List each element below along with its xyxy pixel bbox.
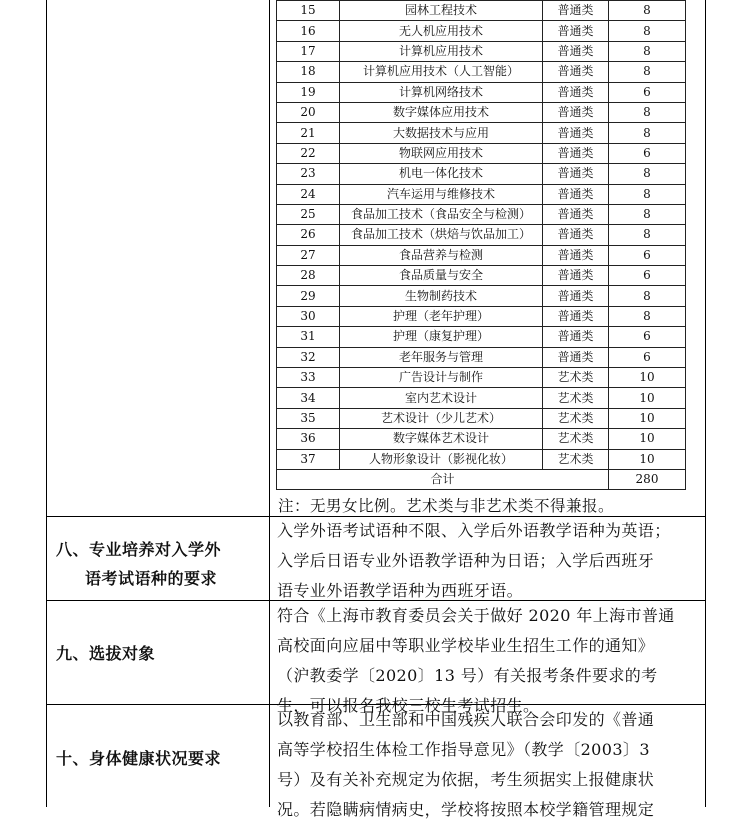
major-type: 普通类 (543, 184, 609, 204)
table-row (277, 41, 686, 61)
major-name: 计算机网络技术 (340, 82, 543, 102)
table-row (277, 123, 686, 143)
table-row (277, 143, 686, 163)
paragraph-line: 入学外语考试语种不限、入学后外语教学语种为英语； (277, 521, 671, 540)
outer-right-border (705, 0, 706, 807)
enrollment-count: 8 (609, 102, 686, 122)
enrollment-count: 8 (609, 306, 686, 326)
enrollment-count: 10 (609, 388, 686, 408)
major-name: 计算机应用技术 (340, 41, 543, 61)
major-name: 机电一体化技术 (340, 164, 543, 184)
table-row (277, 1, 686, 21)
major-type: 普通类 (543, 327, 609, 347)
table-row (277, 449, 686, 469)
major-name: 人物形象设计（影视化妆） (340, 449, 543, 469)
major-type: 普通类 (543, 306, 609, 326)
row-number: 19 (277, 82, 340, 102)
row-number: 28 (277, 266, 340, 286)
enrollment-count: 10 (609, 408, 686, 428)
table-row (277, 102, 686, 122)
table-row (277, 82, 686, 102)
table-row (277, 62, 686, 82)
row-number: 31 (277, 327, 340, 347)
major-name: 室内艺术设计 (340, 388, 543, 408)
major-name: 食品营养与检测 (340, 245, 543, 265)
major-type: 普通类 (543, 143, 609, 163)
major-name: 护理（老年护理） (340, 306, 543, 326)
total-label: 合计 (277, 469, 609, 489)
paragraph-line: 符合《上海市教育委员会关于做好 2020 年上海市普通 (277, 606, 675, 625)
enrollment-count: 8 (609, 123, 686, 143)
major-type: 普通类 (543, 286, 609, 306)
table-row (277, 164, 686, 184)
major-type: 普通类 (543, 204, 609, 224)
row-number: 16 (277, 21, 340, 41)
major-name: 计算机应用技术（人工智能） (340, 62, 543, 82)
table-row (277, 429, 686, 449)
major-type: 普通类 (543, 123, 609, 143)
section-nine-text (277, 601, 696, 721)
table-row (277, 286, 686, 306)
row-number: 15 (277, 1, 340, 21)
row-number: 29 (277, 286, 340, 306)
section-eight-label-line2: 语考试语种的要求 (85, 569, 218, 588)
major-type: 普通类 (543, 82, 609, 102)
paragraph-line: 语专业外语教学语种为西班牙语。 (277, 581, 524, 600)
enrollment-count: 10 (609, 449, 686, 469)
row-number: 33 (277, 368, 340, 388)
enrollment-count: 6 (609, 245, 686, 265)
major-name: 广告设计与制作 (340, 368, 543, 388)
table-row (277, 368, 686, 388)
enrollment-count: 10 (609, 368, 686, 388)
table-row (277, 245, 686, 265)
row-number: 26 (277, 225, 340, 245)
row-number: 36 (277, 429, 340, 449)
enrollment-count: 6 (609, 327, 686, 347)
enrollment-count: 8 (609, 1, 686, 21)
major-name: 数字媒体应用技术 (340, 102, 543, 122)
enrollment-count: 8 (609, 164, 686, 184)
major-name: 艺术设计（少儿艺术） (340, 408, 543, 428)
enrollment-count: 8 (609, 184, 686, 204)
row-number: 25 (277, 204, 340, 224)
paragraph-line: （沪教委学〔2020〕13 号）有关报考条件要求的考 (277, 666, 658, 685)
major-name: 护理（康复护理） (340, 327, 543, 347)
major-name: 物联网应用技术 (340, 143, 543, 163)
table-row (277, 306, 686, 326)
major-type: 普通类 (543, 41, 609, 61)
major-type: 艺术类 (543, 429, 609, 449)
row-number: 24 (277, 184, 340, 204)
major-type: 普通类 (543, 225, 609, 245)
table-row (277, 347, 686, 367)
major-type: 普通类 (543, 164, 609, 184)
major-type: 普通类 (543, 1, 609, 21)
major-type: 普通类 (543, 21, 609, 41)
section-eight-text (277, 516, 696, 606)
table-row (277, 21, 686, 41)
paragraph-line: 高校面向应届中等职业学校毕业生招生工作的通知》 (277, 636, 655, 655)
major-type: 艺术类 (543, 388, 609, 408)
row-number: 35 (277, 408, 340, 428)
enrollment-count: 8 (609, 204, 686, 224)
table-row (277, 266, 686, 286)
row-number: 37 (277, 449, 340, 469)
major-name: 园林工程技术 (340, 1, 543, 21)
major-name: 食品质量与安全 (340, 266, 543, 286)
paragraph-line: 入学后日语专业外语教学语种为日语；入学后西班牙 (277, 551, 655, 570)
row-number: 21 (277, 123, 340, 143)
major-type: 普通类 (543, 245, 609, 265)
row-number: 17 (277, 41, 340, 61)
section-nine-label: 九、选拔对象 (56, 644, 156, 663)
enrollment-count: 8 (609, 21, 686, 41)
table-row (277, 184, 686, 204)
major-name: 食品加工技术（烘焙与饮品加工） (340, 225, 543, 245)
table-row (277, 225, 686, 245)
row-number: 32 (277, 347, 340, 367)
major-name: 数字媒体艺术设计 (340, 429, 543, 449)
table-row (277, 388, 686, 408)
major-name: 生物制药技术 (340, 286, 543, 306)
row-number: 34 (277, 388, 340, 408)
paragraph-line: 高等学校招生体检工作指导意见》（教学〔2003〕3 (277, 740, 650, 759)
enrollment-count: 6 (609, 347, 686, 367)
enrollment-count: 8 (609, 286, 686, 306)
enrollment-count: 8 (609, 225, 686, 245)
section-ten-label: 十、身体健康状况要求 (56, 749, 222, 768)
paragraph-line: 况。若隐瞒病情病史，学校将按照本校学籍管理规定 (277, 800, 655, 819)
table-row (277, 327, 686, 347)
major-name: 汽车运用与维修技术 (340, 184, 543, 204)
column-divider (269, 0, 270, 807)
major-type: 普通类 (543, 102, 609, 122)
enrollment-count: 10 (609, 429, 686, 449)
row-number: 30 (277, 306, 340, 326)
major-type: 艺术类 (543, 368, 609, 388)
table-row (277, 204, 686, 224)
paragraph-line: 号）及有关补充规定为依据，考生须据实上报健康状 (277, 770, 655, 789)
section-eight-label-line1: 八、专业培养对入学外 (56, 540, 222, 559)
major-type: 艺术类 (543, 408, 609, 428)
table-row (277, 408, 686, 428)
enrollment-count: 6 (609, 82, 686, 102)
row-number: 18 (277, 62, 340, 82)
total-value: 280 (609, 469, 686, 489)
major-name: 食品加工技术（食品安全与检测） (340, 204, 543, 224)
row-number: 23 (277, 164, 340, 184)
majors-table (276, 0, 686, 490)
enrollment-count: 8 (609, 62, 686, 82)
major-name: 老年服务与管理 (340, 347, 543, 367)
row-number: 22 (277, 143, 340, 163)
major-type: 普通类 (543, 266, 609, 286)
paragraph-line: 生，可以报名我校三校生考试招生。 (277, 696, 540, 715)
total-row (277, 469, 686, 489)
enrollment-count: 6 (609, 143, 686, 163)
row-number: 20 (277, 102, 340, 122)
major-name: 无人机应用技术 (340, 21, 543, 41)
table-note: 注：无男女比例。艺术类与非艺术类不得兼报。 (278, 497, 615, 515)
major-type: 普通类 (543, 62, 609, 82)
outer-left-border (46, 0, 47, 807)
major-type: 普通类 (543, 347, 609, 367)
enrollment-count: 6 (609, 266, 686, 286)
enrollment-count: 8 (609, 41, 686, 61)
major-name: 大数据技术与应用 (340, 123, 543, 143)
major-type: 艺术类 (543, 449, 609, 469)
paragraph-line: 以教育部、卫生部和中国残疾人联合会印发的《普通 (277, 710, 655, 729)
row-number: 27 (277, 245, 340, 265)
section-ten-text (277, 705, 696, 825)
